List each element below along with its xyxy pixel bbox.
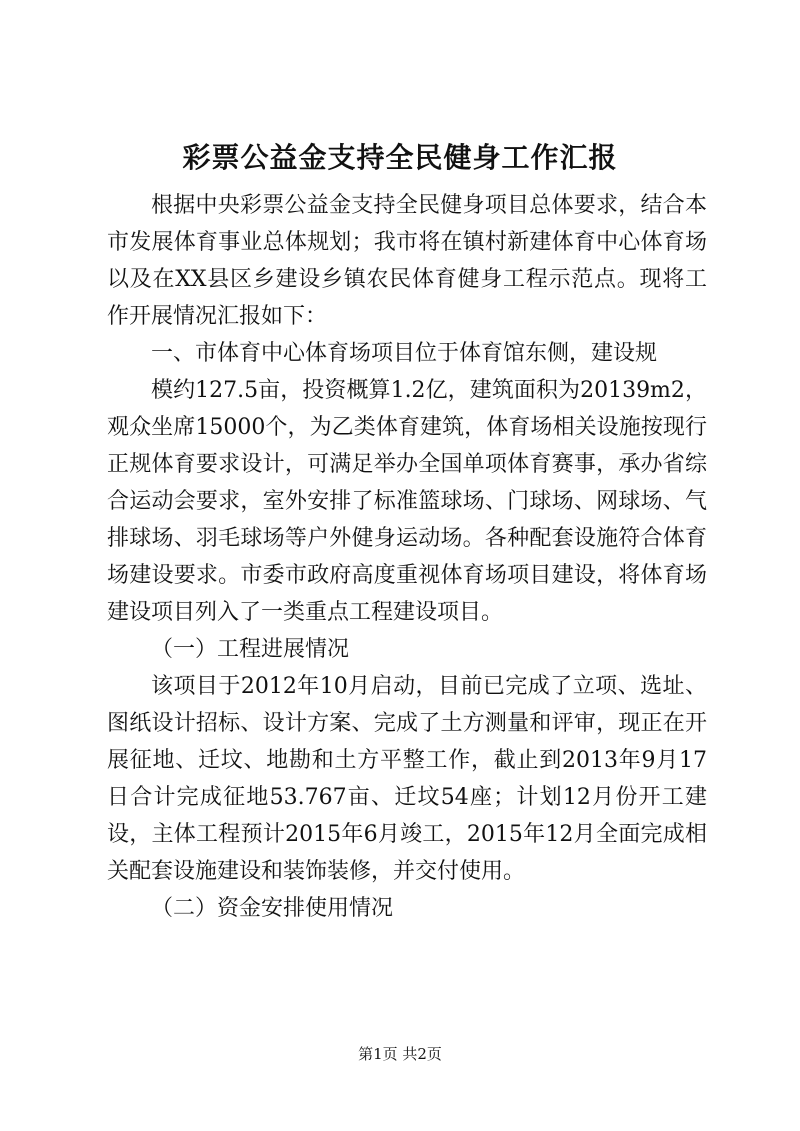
- page-number-footer: 第1页 共2页: [358, 1045, 442, 1063]
- paragraph-intro: 根据中央彩票公益金支持全民健身项目总体要求，结合本市发展体育事业总体规划；我市将在镇村新建体育中心体育场以及在XX县区乡建设乡镇农民体育健身工程示范点。现将工作开展情况汇报如下：: [107, 193, 707, 329]
- paragraph-section-1-body: 模约127.5亩，投资概算1.2亿，建筑面积为20139m2，观众坐席15000个，为乙类体育建筑，体育场相关设施按现行正规体育要求设计，可满足举办全国单项体育赛事，承办省综合运动会要求，室外安排了标准篮球场、门球场、网球场、气排球场、羽毛球场等户外健身运动场。各种配套设施符合体育场建设要求。市委市政府高度重视体育场项目建设，将体育场建设项目列入了一类重点工程建设项目。: [107, 378, 707, 625]
- paragraph-section-1-heading: 一、市体育中心体育场项目位于体育馆东侧，建设规: [151, 341, 658, 366]
- document-body: [107, 187, 707, 927]
- document-title: 彩票公益金支持全民健身工作汇报: [182, 141, 618, 174]
- paragraph-progress-body: 该项目于2012年10月启动，目前已完成了立项、选址、图纸设计招标、设计方案、完成了土方测量和评审，现正在开展征地、迁坟、地勘和土方平整工作，截止到2013年9月17日合计完成征地53.767亩、迁坟54座；计划12月份开工建设，主体工程预计2015年6月竣工，2015年12月全面完成相关配套设施建设和装饰装修，并交付使用。: [107, 674, 707, 884]
- paragraph-subheading-progress: （一）工程进展情况: [151, 637, 350, 662]
- paragraph-subheading-funding: （二）资金安排使用情况: [151, 896, 394, 921]
